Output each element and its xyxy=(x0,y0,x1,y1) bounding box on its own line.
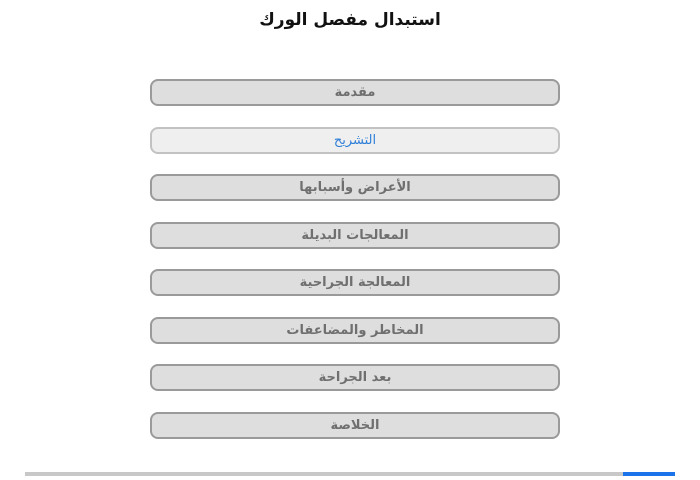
menu-item-symptoms-causes[interactable]: الأعراض وأسبابها xyxy=(150,174,560,201)
menu-item-surgical-treatment[interactable]: المعالجة الجراحية xyxy=(150,269,560,296)
menu-item-summary[interactable]: الخلاصة xyxy=(150,412,560,439)
progress-bar xyxy=(25,472,675,476)
menu-item-risks-complications[interactable]: المخاطر والمضاعفات xyxy=(150,317,560,344)
progress-bar-fill xyxy=(623,472,675,476)
menu-item-after-surgery[interactable]: بعد الجراحة xyxy=(150,364,560,391)
menu-item-introduction[interactable]: مقدمة xyxy=(150,79,560,106)
menu-item-alternative-treatments[interactable]: المعالجات البديلة xyxy=(150,222,560,249)
menu-item-anatomy[interactable]: التشريح xyxy=(150,127,560,154)
chapter-menu xyxy=(150,79,560,459)
page-title: استبدال مفصل الورك xyxy=(259,10,441,30)
